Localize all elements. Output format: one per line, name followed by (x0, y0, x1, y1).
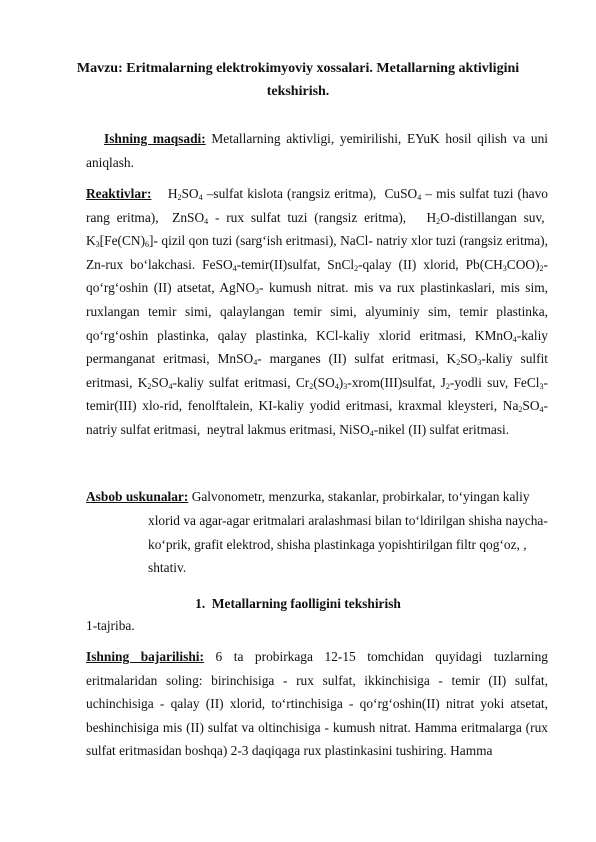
section-title: Metallarning faolligini tekshirish (211, 596, 401, 611)
reagent-h2so4: $H_2SO_4$ –sulfat kislota (rangsiz eritma), (167, 186, 377, 202)
procedure-paragraph (86, 645, 548, 763)
experiment-label: 1-tajriba. (86, 618, 135, 633)
equipment-label: Asbob uskunalar: (86, 489, 189, 504)
purpose-paragraph (86, 127, 548, 174)
procedure-text: 6 ta probirkaga 12-15 tomchidan quyidagi tuzlarning eritmalaridan soling: birinchisiga - rux sulfat, ikkinchisiga - temir (II) sulfat, uchinchisiga - qalay (II) xlorid, to‘rtinchisiga - qo‘rg‘oshin(II) nitrat yoki atsetat, beshinchisiga mis (II) sulfat va oltinchisiga - kumush nitrat. Hamma eritmalarga (rux sulfat eritmasidan boshqa) 2-3 daqiqaga rux plastinkasini tushiring. Hamma (86, 649, 548, 759)
reagents-label: Reaktivlar: (86, 186, 152, 201)
section-heading (60, 592, 536, 615)
equipment-first-line (86, 485, 548, 509)
reagent-water: $H_2O$-distillangan suv, (426, 209, 545, 226)
reagent-znso4: ZnSO$_4$ - rux sulfat tuzi (rangsiz eritma), (172, 209, 407, 226)
purpose-text: Metallarning aktivligi, yemirilishi, EYuK hosil qilish va uni aniqlash. (86, 131, 549, 170)
equipment-text-start: Galvonometr, menzurka, stakanlar, probirkalar, to‘yingan kaliy (188, 489, 530, 504)
reagent-list-rest: $K_3[Fe(CN)_6]-$ qizil qon tuzi (sarg‘ish eritmasi), NaCl- natriy xlor tuzi (rangsiz eritma), Zn-rux bo‘lakchasi. FeSO$_4$-temir(II)sulfat, SnCl$_2$-qalay (II) xlorid, $Pb(CH_3COO)_2-$ qo‘rg‘oshin (II) atsetat, AgNO$_3$- kumush nitrat. mis va rux plastinkaslari, mis sim, ruxlangan temir simi, qalaylangan temir simi, alyuminiy sim, temir plastinka, qo‘rg‘oshin plastinka, qalay plastinka, KCl-kaliy xlorid eritmasi, KMnO$_4$-kaliy permanganat eritmasi, MnSO$_4$- marganes (II) sulfat eritmasi, $K_2SO_3$-kaliy sulfit eritmasi, $K_2SO_4$-kaliy sulfat eritmasi, $Cr_2(SO_4)_3-xrom(III)sulfat$, $J_2$-yodli suv, FeCl$_3$-temir(III) xlo-rid, fenolftalein, KI-kaliy yodid eritmasi, kraxmal kleysteri, $Na_2SO_4$-natriy sulfat eritmasi, neytral lakmus eritmasi, NiSO$_4$-nikel (II) sulfat eritmasi. (86, 233, 549, 438)
procedure-label: Ishning bajarilishi: (86, 649, 204, 664)
title-line-1: Mavzu: Eritmalarning elektrokimyoviy xossalari. Metallarning aktivligini (76, 61, 520, 76)
title-line-2: tekshirish. (266, 84, 330, 99)
page-title (60, 57, 536, 103)
section-number: 1. (195, 596, 206, 611)
equipment-continuation: xlorid va agar-agar eritmalari aralashmasi bilan to‘ldirilgan shisha naycha-ko‘prik, grafit elektrod, shisha plastinkaga yopishtirilgan filtr qog‘oz, , shtativ. (148, 513, 548, 576)
purpose-label: Ishning maqsadi: (104, 131, 206, 146)
reagents-paragraph (86, 182, 548, 442)
reagent-cuso4: CuSO$_4$ – mis sulfat tuzi (havo rang eritma), (86, 186, 549, 225)
